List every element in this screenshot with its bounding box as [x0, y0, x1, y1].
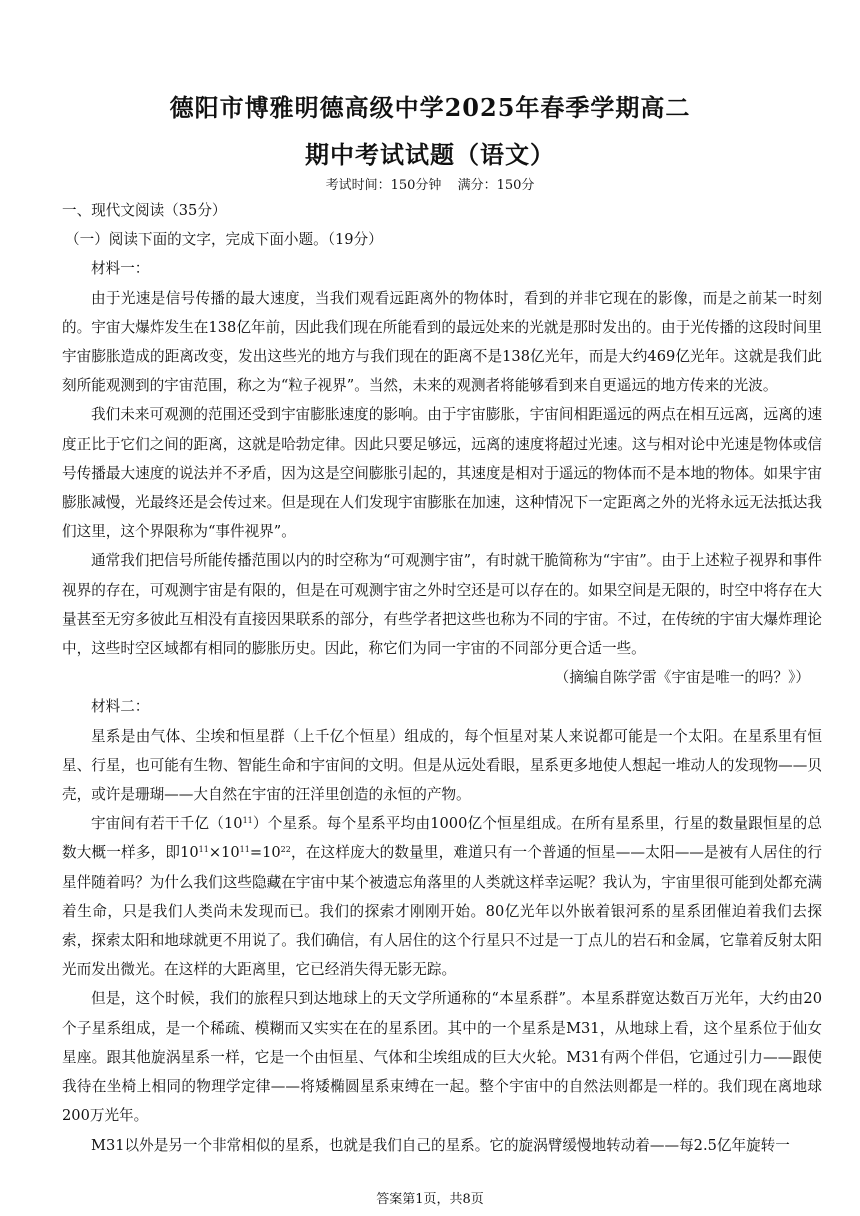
exam-title-line2: 期中考试试题（语文） — [305, 140, 555, 169]
material2-paragraph-4: M31以外是另一个非常相似的星系，也就是我们自己的星系。它的旋涡臂缓慢地转动着——每2.5亿年旋转一 — [91, 1136, 790, 1154]
material2-paragraph-1: 星系是由气体、尘埃和恒星群（上千亿个恒星）组成的，每个恒星对某人来说都可能是一个太阳。在星系里有恒星、行星，也可能有生物、智能生命和宇宙间的文明。但是从远处看眼，星系更多地使人想起一堆动人的发现物——贝壳，或许是珊瑚——大自然在宇宙的汪洋里创造的永恒的产物。 — [62, 727, 822, 804]
p2-text-a: 宇宙间有若干千亿（10 — [91, 815, 243, 833]
p2-exponent-3: 11 — [239, 845, 250, 855]
exam-title-line1: 德阳市博雅明德高级中学2025年春季学期高二 — [169, 93, 691, 122]
full-score: 满分：150分 — [457, 178, 535, 193]
p2-exponent-2: 11 — [198, 845, 209, 855]
p2-text-c: ×10 — [208, 844, 240, 862]
exam-time: 考试时间：150分钟 — [325, 178, 442, 193]
material2-paragraph-2 — [62, 809, 822, 984]
section-heading: 一、现代文阅读（35分） — [62, 202, 227, 219]
p2-exponent-1: 11 — [242, 816, 253, 826]
document-body — [62, 196, 822, 1160]
material2-label: 材料二： — [91, 698, 150, 716]
page-footer: 答案第1页，共8页 — [376, 1192, 484, 1207]
p2-text-e: ，在这样庞大的数量里，难道只有一个普通的恒星——太阳——是被有人居住的行星伴随着吗？为什么我们这些隐藏在宇宙中某个被遗忘角落里的人类就这样幸运呢？我认为，宇宙里很可能到处都充满着生命，只是我们人类尚未发现而已。我们的探索才刚刚开始。80亿光年以外嵌着银河系的星系团催迫着我们去探索，探索太阳和地球就更不用说了。我们确信，有人居住的这个行星只不过是一丁点儿的岩石和金属，它靠着反射太阳光而发出微光。在这样的大距离里，它已经消失得无影无踪。 — [62, 844, 822, 979]
material1-label: 材料一： — [91, 260, 150, 278]
sub-section-heading: （一）阅读下面的文字，完成下面小题。（19分） — [65, 231, 383, 249]
material1-source: （摘编自陈学雷《宇宙是唯一的吗？》） — [554, 669, 810, 687]
p2-text-d: =10 — [249, 844, 281, 862]
p2-text-b: ）个星系。每个星系平均由1000亿个恒星组成。在所有星系里，行星的数量跟恒星的总数大概一样多，即10 — [62, 815, 822, 862]
exam-meta — [0, 174, 860, 193]
material1-paragraph-1: 由于光速是信号传播的最大速度，当我们观看远距离外的物体时，看到的并非它现在的影像，而是之前某一时刻的。宇宙大爆炸发生在138亿年前，因此我们现在所能看到的最远处来的光就是那时发出的。由于光传播的这段时间里宇宙膨胀造成的距离改变，发出这些光的地方与我们现在的距离不是138亿光年，而是大约469亿光年。这就是我们此刻所能观测到的宇宙范围，称之为“粒子视界”。当然，未来的观测者将能够看到来自更遥远的地方传来的光波。 — [62, 289, 822, 395]
p2-exponent-4: 22 — [280, 845, 291, 855]
material2-paragraph-3: 但是，这个时候，我们的旅程只到达地球上的天文学所通称的“本星系群”。本星系群宽达数百万光年，大约由20个子星系组成，是一个稀疏、模糊而又实实在在的星系团。其中的一个星系是M31，从地球上看，这个星系位于仙女星座。跟其他旋涡星系一样，它是一个由恒星、气体和尘埃组成的巨大火轮。M31有两个伴侣，它通过引力——跟使我待在坐椅上相同的物理学定律——将矮椭圆星系束缚在一起。整个宇宙中的自然法则都是一样的。我们现在离地球200万光年。 — [62, 990, 822, 1125]
material1-paragraph-2: 我们未来可观测的范围还受到宇宙膨胀速度的影响。由于宇宙膨胀，宇宙间相距遥远的两点在相互远离，远离的速度正比于它们之间的距离，这就是哈勃定律。因此只要足够远，远离的速度将超过光速。这与相对论中光速是物体或信号传播最大速度的说法并不矛盾，因为这是空间膨胀引起的，其速度是相对于遥远的物体而不是本地的物体。如果宇宙膨胀减慢，光最终还是会传过来。但是现在人们发现宇宙膨胀在加速，这种情况下一定距离之外的光将永远无法抵达我们这里，这个界限称为“事件视界”。 — [62, 406, 822, 541]
material1-paragraph-3: 通常我们把信号所能传播范围以内的时空称为“可观测宇宙”，有时就干脆简称为“宇宙”。由于上述粒子视界和事件视界的存在，可观测宇宙是有限的，但是在可观测宇宙之外时空还是可以存在的。如果空间是无限的，时空中将存在大量甚至无穷多彼此互相没有直接因果联系的部分，有些学者把这些也称为不同的宇宙。不过，在传统的宇宙大爆炸理论中，这些时空区域都有相同的膨胀历史。因此，称它们为同一宇宙的不同部分更合适一些。 — [62, 552, 822, 658]
